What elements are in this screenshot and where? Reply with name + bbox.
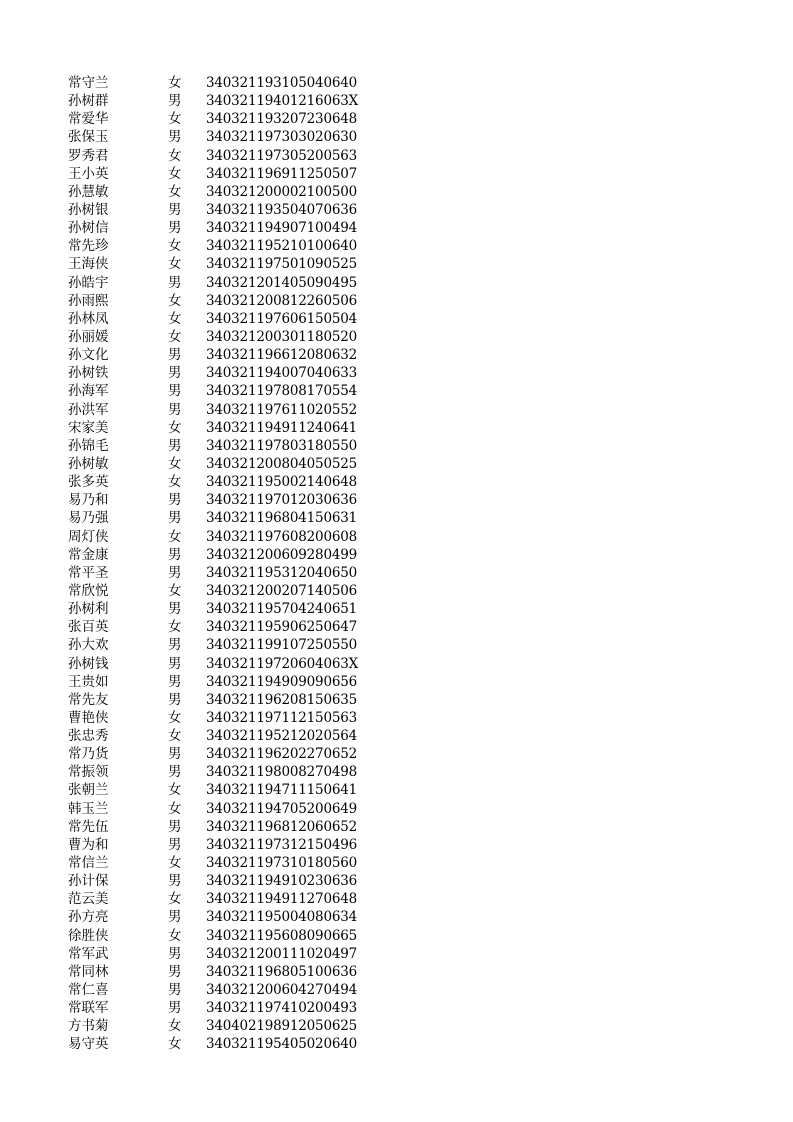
- name-cell: 常联军: [68, 1000, 109, 1017]
- id-number-cell: 340321196911250507: [206, 165, 358, 182]
- name-cell: 孙林凤: [68, 310, 109, 327]
- gender-cell: 女: [168, 328, 182, 345]
- id-number-cell: 340321197303020630: [206, 129, 358, 146]
- gender-cell: 女: [168, 800, 182, 817]
- id-number-cell: 340321196612080632: [206, 347, 358, 364]
- table-row: [68, 183, 406, 201]
- gender-cell: 男: [168, 909, 182, 926]
- id-number-cell: 340321195004080634: [206, 909, 358, 926]
- id-number-cell: 34032119720604063X: [206, 655, 359, 672]
- name-cell: 王海侠: [68, 256, 109, 273]
- id-number-cell: 340321194911240641: [206, 419, 358, 436]
- name-cell: 张朝兰: [68, 782, 109, 799]
- name-cell: 孙方亮: [68, 909, 109, 926]
- table-row: [68, 655, 406, 673]
- gender-cell: 男: [168, 383, 182, 400]
- name-cell: 曹艳侠: [68, 709, 109, 726]
- table-row: [68, 274, 406, 292]
- gender-cell: 女: [168, 619, 182, 636]
- gender-cell: 男: [168, 655, 182, 672]
- table-row: [68, 800, 406, 818]
- table-row: [68, 509, 406, 527]
- table-row: [68, 219, 406, 237]
- table-row: [68, 890, 406, 908]
- gender-cell: 男: [168, 93, 182, 110]
- table-row: [68, 382, 406, 400]
- table-row: [68, 401, 406, 419]
- id-number-cell: 340321195906250647: [206, 619, 358, 636]
- table-row: [68, 201, 406, 219]
- id-number-cell: 340321197310180560: [206, 855, 358, 872]
- name-cell: 宋家美: [68, 419, 109, 436]
- name-cell: 常先珍: [68, 238, 109, 255]
- name-cell: 常振领: [68, 764, 109, 781]
- gender-cell: 女: [168, 455, 182, 472]
- table-row: [68, 110, 406, 128]
- id-number-cell: 340321194909090656: [206, 673, 358, 690]
- gender-cell: 男: [168, 691, 182, 708]
- id-number-cell: 340321195002140648: [206, 474, 358, 491]
- gender-cell: 女: [168, 855, 182, 872]
- id-number-cell: 340321195704240651: [206, 601, 358, 618]
- gender-cell: 女: [168, 927, 182, 944]
- name-cell: 孙树敏: [68, 455, 109, 472]
- name-cell: 范云美: [68, 891, 109, 908]
- table-row: [68, 854, 406, 872]
- gender-cell: 女: [168, 147, 182, 164]
- name-cell: 张多英: [68, 474, 109, 491]
- id-number-cell: 340321201405090495: [206, 274, 358, 291]
- gender-cell: 女: [168, 183, 182, 200]
- name-cell: 常平圣: [68, 564, 109, 581]
- gender-cell: 女: [168, 582, 182, 599]
- id-number-cell: 340321195212020564: [206, 728, 358, 745]
- gender-cell: 男: [168, 1000, 182, 1017]
- name-cell: 易乃强: [68, 510, 109, 527]
- table-row: [68, 673, 406, 691]
- gender-cell: 女: [168, 782, 182, 799]
- name-cell: 易乃和: [68, 492, 109, 509]
- id-number-cell: 34032119401216063X: [206, 93, 359, 110]
- table-row: [68, 636, 406, 654]
- gender-cell: 男: [168, 201, 182, 218]
- table-row: [68, 908, 406, 926]
- id-number-cell: 340321197606150504: [206, 310, 358, 327]
- name-cell: 孙皓宇: [68, 274, 109, 291]
- name-cell: 孙慧敏: [68, 183, 109, 200]
- table-row: [68, 364, 406, 382]
- id-number-cell: 340321197611020552: [206, 401, 358, 418]
- table-row: [68, 709, 406, 727]
- name-cell: 常爱华: [68, 111, 109, 128]
- id-number-cell: 340321193207230648: [206, 111, 358, 128]
- id-number-cell: 340321196208150635: [206, 691, 358, 708]
- id-number-cell: 340321195312040650: [206, 564, 358, 581]
- gender-cell: 男: [168, 601, 182, 618]
- name-cell: 常先伍: [68, 818, 109, 835]
- gender-cell: 女: [168, 709, 182, 726]
- table-row: [68, 727, 406, 745]
- id-number-cell: 340321194705200649: [206, 800, 358, 817]
- name-cell: 孙文化: [68, 347, 109, 364]
- name-cell: 张忠秀: [68, 728, 109, 745]
- gender-cell: 男: [168, 546, 182, 563]
- name-cell: 常同林: [68, 963, 109, 980]
- gender-cell: 男: [168, 945, 182, 962]
- id-number-cell: 340321200111020497: [206, 945, 358, 962]
- name-cell: 常仁喜: [68, 982, 109, 999]
- table-row: [68, 763, 406, 781]
- name-cell: 孙大欢: [68, 637, 109, 654]
- table-row: [68, 963, 406, 981]
- gender-cell: 女: [168, 891, 182, 908]
- name-cell: 孙丽媛: [68, 328, 109, 345]
- gender-cell: 女: [168, 111, 182, 128]
- name-cell: 孙树信: [68, 220, 109, 237]
- gender-cell: 男: [168, 492, 182, 509]
- table-row: [68, 546, 406, 564]
- table-row: [68, 1035, 406, 1053]
- table-row: [68, 582, 406, 600]
- table-row: [68, 745, 406, 763]
- gender-cell: 女: [168, 419, 182, 436]
- gender-cell: 女: [168, 75, 182, 91]
- table-row: [68, 999, 406, 1017]
- table-row: [68, 600, 406, 618]
- id-number-cell: 340321197803180550: [206, 437, 358, 454]
- name-cell: 孙树铁: [68, 365, 109, 382]
- gender-cell: 男: [168, 746, 182, 763]
- name-cell: 常信兰: [68, 855, 109, 872]
- id-number-cell: 340321197012030636: [206, 492, 358, 509]
- gender-cell: 女: [168, 310, 182, 327]
- table-row: [68, 1017, 406, 1035]
- id-number-cell: 340321200804050525: [206, 455, 358, 472]
- id-number-cell: 340321197312150496: [206, 836, 358, 853]
- name-cell: 常军武: [68, 945, 109, 962]
- gender-cell: 女: [168, 728, 182, 745]
- table-row: [68, 491, 406, 509]
- table-row: [68, 292, 406, 310]
- name-cell: 孙树钱: [68, 655, 109, 672]
- name-cell: 常先友: [68, 691, 109, 708]
- name-cell: 徐胜侠: [68, 927, 109, 944]
- name-cell: 孙海军: [68, 383, 109, 400]
- id-number-cell: 340321196202270652: [206, 746, 358, 763]
- gender-cell: 男: [168, 637, 182, 654]
- id-number-cell: 340321200604270494: [206, 982, 358, 999]
- gender-cell: 男: [168, 510, 182, 527]
- id-number-cell: 340321193105040640: [206, 75, 358, 91]
- id-number-cell: 340321200207140506: [206, 582, 358, 599]
- gender-cell: 男: [168, 401, 182, 418]
- gender-cell: 女: [168, 1018, 182, 1035]
- table-row: [68, 836, 406, 854]
- table-row: [68, 455, 406, 473]
- id-number-cell: 340321194711150641: [206, 782, 358, 799]
- name-cell: 孙雨熙: [68, 292, 109, 309]
- id-number-cell: 340321200002100500: [206, 183, 358, 200]
- gender-cell: 男: [168, 129, 182, 146]
- gender-cell: 女: [168, 528, 182, 545]
- name-cell: 孙树利: [68, 601, 109, 618]
- name-cell: 常金康: [68, 546, 109, 563]
- name-cell: 易守英: [68, 1036, 109, 1053]
- name-cell: 孙树群: [68, 93, 109, 110]
- id-number-cell: 340321197808170554: [206, 383, 358, 400]
- table-row: [68, 237, 406, 255]
- gender-cell: 男: [168, 564, 182, 581]
- gender-cell: 男: [168, 836, 182, 853]
- table-row: [68, 528, 406, 546]
- name-cell: 常欣悦: [68, 582, 109, 599]
- name-cell: 曹为和: [68, 836, 109, 853]
- table-row: [68, 74, 406, 92]
- name-cell: 周灯侠: [68, 528, 109, 545]
- gender-cell: 男: [168, 963, 182, 980]
- id-number-cell: 340321197608200608: [206, 528, 358, 545]
- gender-cell: 男: [168, 673, 182, 690]
- table-row: [68, 618, 406, 636]
- id-number-cell: 340321195405020640: [206, 1036, 358, 1053]
- id-number-cell: 340321195210100640: [206, 238, 358, 255]
- gender-cell: 男: [168, 274, 182, 291]
- id-number-cell: 340321200812260506: [206, 292, 358, 309]
- gender-cell: 男: [168, 347, 182, 364]
- id-number-cell: 340321197501090525: [206, 256, 358, 273]
- table-row: [68, 255, 406, 273]
- table-row: [68, 818, 406, 836]
- name-cell: 张保玉: [68, 129, 109, 146]
- gender-cell: 女: [168, 238, 182, 255]
- name-cell: 孙树银: [68, 201, 109, 218]
- name-cell: 常乃货: [68, 746, 109, 763]
- id-number-cell: 340321197112150563: [206, 709, 358, 726]
- table-row: [68, 419, 406, 437]
- id-number-cell: 340321193504070636: [206, 201, 358, 218]
- gender-cell: 女: [168, 474, 182, 491]
- gender-cell: 女: [168, 292, 182, 309]
- name-cell: 韩玉兰: [68, 800, 109, 817]
- gender-cell: 女: [168, 165, 182, 182]
- name-cell: 孙锦毛: [68, 437, 109, 454]
- id-number-cell: 340402198912050625: [206, 1018, 358, 1035]
- table-row: [68, 945, 406, 963]
- table-row: [68, 781, 406, 799]
- table-row: [68, 346, 406, 364]
- id-number-cell: 340321196805100636: [206, 963, 358, 980]
- name-cell: 常守兰: [68, 75, 109, 91]
- gender-cell: 女: [168, 1036, 182, 1053]
- table-row: [68, 691, 406, 709]
- id-number-cell: 340321194907100494: [206, 220, 358, 237]
- id-number-cell: 340321194007040633: [206, 365, 358, 382]
- name-cell: 王贵如: [68, 673, 109, 690]
- table-row: [68, 473, 406, 491]
- id-number-cell: 340321194911270648: [206, 891, 358, 908]
- table-row: [68, 310, 406, 328]
- table-row: [68, 981, 406, 999]
- gender-cell: 男: [168, 437, 182, 454]
- name-cell: 孙计保: [68, 873, 109, 890]
- table-row: [68, 147, 406, 165]
- gender-cell: 男: [168, 873, 182, 890]
- id-number-cell: 340321198008270498: [206, 764, 358, 781]
- table-row: [68, 92, 406, 110]
- name-cell: 王小英: [68, 165, 109, 182]
- id-number-cell: 340321199107250550: [206, 637, 358, 654]
- table-row: [68, 927, 406, 945]
- gender-cell: 男: [168, 220, 182, 237]
- id-number-cell: 340321197410200493: [206, 1000, 358, 1017]
- name-cell: 张百英: [68, 619, 109, 636]
- id-number-cell: 340321194910230636: [206, 873, 358, 890]
- table-row: [68, 564, 406, 582]
- name-cell: 罗秀君: [68, 147, 109, 164]
- gender-cell: 女: [168, 256, 182, 273]
- table-row: [68, 872, 406, 890]
- table-row: [68, 328, 406, 346]
- id-number-cell: 340321195608090665: [206, 927, 358, 944]
- gender-cell: 男: [168, 982, 182, 999]
- id-number-cell: 340321196804150631: [206, 510, 358, 527]
- id-number-cell: 340321196812060652: [206, 818, 358, 835]
- table-row: [68, 165, 406, 183]
- name-cell: 孙洪军: [68, 401, 109, 418]
- name-cell: 方书菊: [68, 1018, 109, 1035]
- table-row: [68, 128, 406, 146]
- gender-cell: 男: [168, 764, 182, 781]
- roster-table: [68, 74, 406, 1054]
- gender-cell: 男: [168, 365, 182, 382]
- gender-cell: 男: [168, 818, 182, 835]
- id-number-cell: 340321200609280499: [206, 546, 358, 563]
- id-number-cell: 340321197305200563: [206, 147, 358, 164]
- table-row: [68, 437, 406, 455]
- id-number-cell: 340321200301180520: [206, 328, 358, 345]
